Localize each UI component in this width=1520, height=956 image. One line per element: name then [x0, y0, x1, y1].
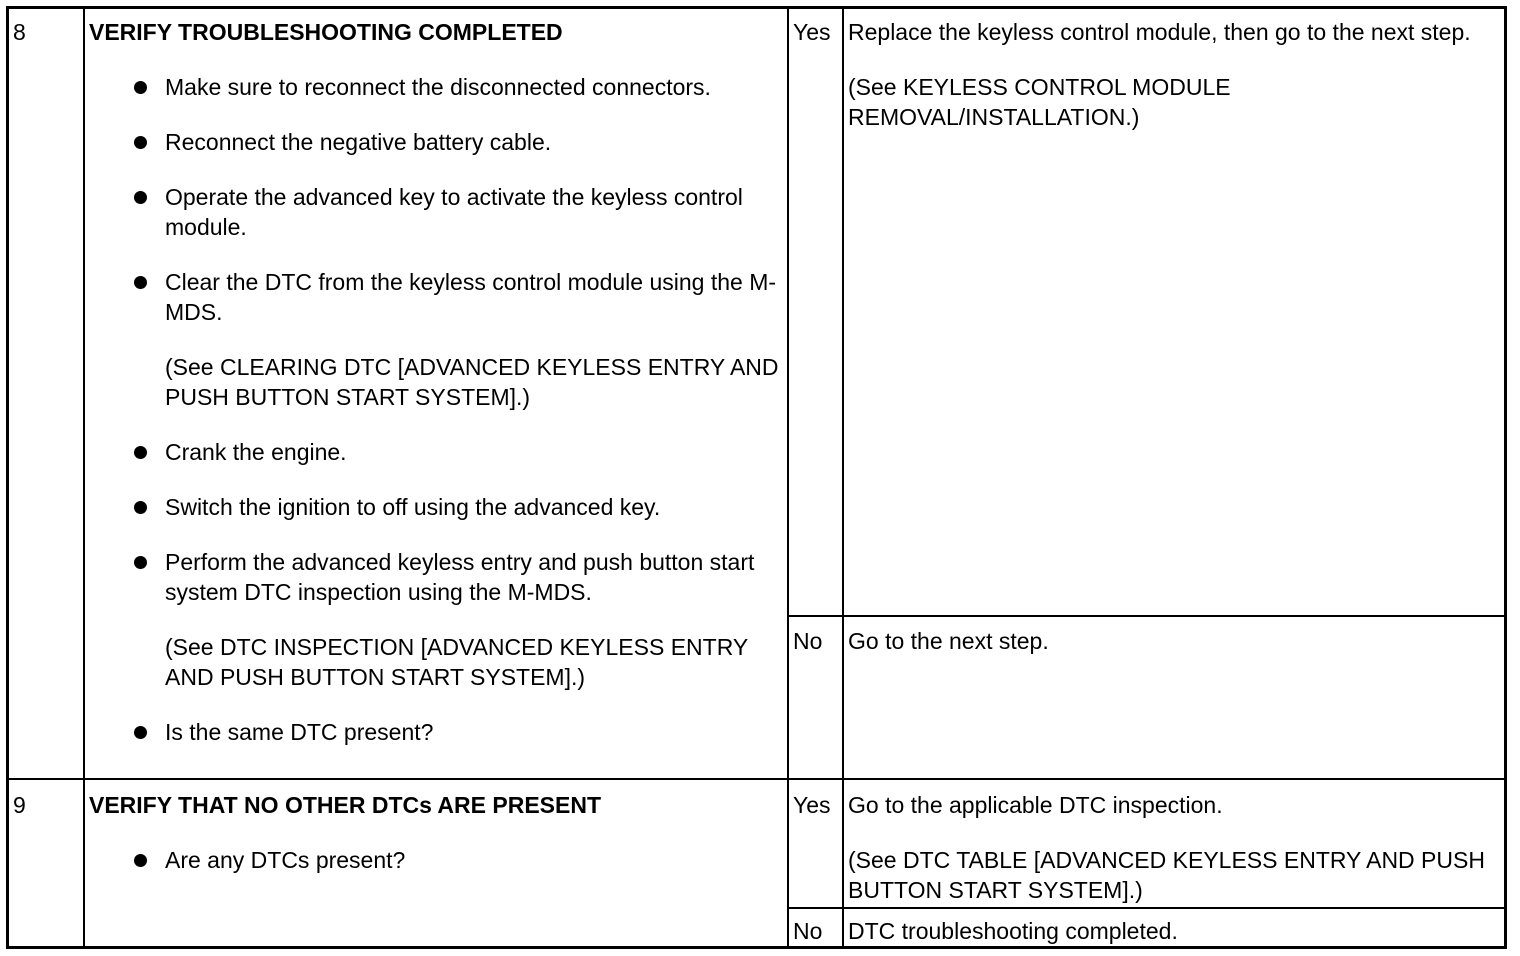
list-item: Crank the engine. [89, 437, 779, 467]
bullet-icon [134, 276, 147, 289]
bullet-icon [134, 501, 147, 514]
list-item: Clear the DTC from the keyless control module using the M-MDS. [89, 267, 779, 327]
reference-note: (See DTC INSPECTION [ADVANCED KEYLESS ENTRY AND PUSH BUTTON START SYSTEM].) [165, 634, 748, 690]
list-item: Perform the advanced keyless entry and push button start system DTC inspection using the M-MDS. [89, 547, 779, 607]
row-divider [787, 907, 1504, 909]
check-list [89, 72, 779, 102]
yes-label: Yes [793, 792, 831, 818]
column-divider [787, 9, 789, 946]
check-list [89, 845, 779, 875]
bullet-icon [134, 191, 147, 204]
no-label: No [793, 628, 823, 654]
troubleshooting-table [6, 6, 1507, 949]
no-result: Go to the next step. [848, 628, 1049, 654]
step-title: VERIFY THAT NO OTHER DTCs ARE PRESENT [89, 792, 602, 818]
yes-result [848, 17, 1498, 132]
no-result: DTC troubleshooting completed. [848, 918, 1178, 944]
list-item: Are any DTCs present? [89, 845, 779, 875]
list-item: Operate the advanced key to activate the keyless control module. [89, 182, 779, 242]
yes-label: Yes [793, 19, 831, 45]
step-number: 9 [13, 792, 26, 818]
column-divider [83, 9, 85, 946]
step-description [89, 790, 779, 875]
bullet-icon [134, 726, 147, 739]
reference-note: (See KEYLESS CONTROL MODULE REMOVAL/INSTALLATION.) [848, 74, 1231, 130]
bullet-icon [134, 81, 147, 94]
bullet-icon [134, 854, 147, 867]
yes-result [848, 790, 1498, 905]
bullet-icon [134, 556, 147, 569]
yes-action: Go to the applicable DTC inspection. [848, 792, 1223, 818]
step-description [89, 17, 779, 747]
bullet-icon [134, 446, 147, 459]
reference-note: (See DTC TABLE [ADVANCED KEYLESS ENTRY AND PUSH BUTTON START SYSTEM].) [848, 847, 1485, 903]
step-title: VERIFY TROUBLESHOOTING COMPLETED [89, 19, 563, 45]
reference-note: (See CLEARING DTC [ADVANCED KEYLESS ENTRY AND PUSH BUTTON START SYSTEM].) [165, 354, 779, 410]
column-divider [842, 9, 844, 946]
row-divider [9, 778, 1504, 780]
list-item: Reconnect the negative battery cable. [89, 127, 779, 157]
list-item: Is the same DTC present? [89, 717, 779, 747]
list-item: Switch the ignition to off using the advanced key. [89, 492, 779, 522]
step-number: 8 [13, 19, 26, 45]
bullet-icon [134, 136, 147, 149]
yes-action: Replace the keyless control module, then go to the next step. [848, 19, 1471, 45]
no-label: No [793, 918, 823, 944]
list-item: Make sure to reconnect the disconnected connectors. [89, 72, 779, 102]
row-divider [787, 615, 1504, 617]
